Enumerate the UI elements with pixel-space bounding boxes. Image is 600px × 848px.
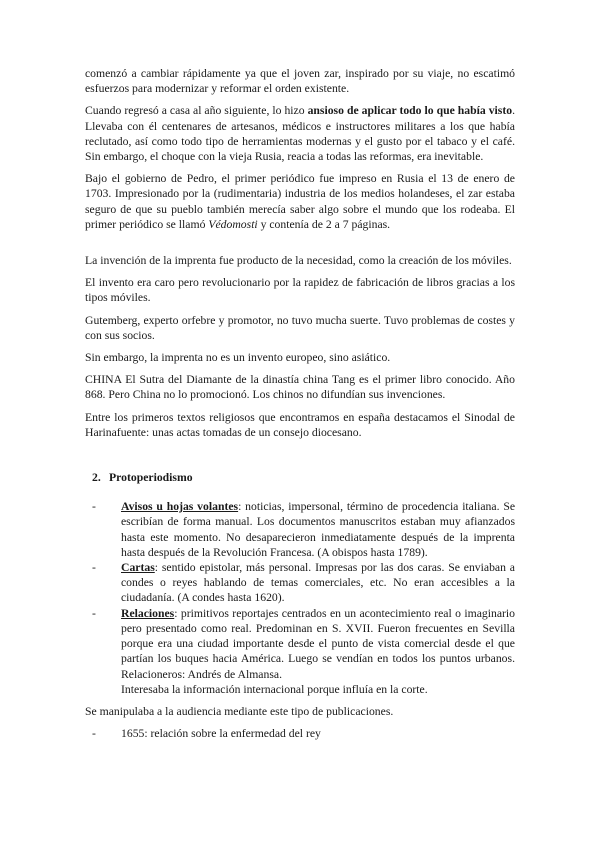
spacer xyxy=(85,239,515,253)
item-extra: Interesaba la información internacional porque influía en la corte. xyxy=(121,682,428,696)
spacer xyxy=(85,447,515,470)
list-item xyxy=(85,606,515,697)
paragraph-imprenta-6: Entre los primeros textos religiosos que encontramos en españa destacamos el Sinodal de Harinafuente: unas actas tomadas de un consejo diocesano. xyxy=(85,410,515,439)
dash-marker: - xyxy=(92,727,96,741)
paragraph-imprenta-5: CHINA El Sutra del Diamante de la dinastía china Tang es el primer libro conocido. Año 868. Pero China no lo promocionó. Los chinos no difundían sus invenciones. xyxy=(85,373,515,402)
section-title: Protoperiodismo xyxy=(109,471,193,485)
item-body: : noticias, impersonal, término de procedencia italiana. Se escribían de forma manual. Los documentos manuscritos estaban muy afianzados hasta este momento. No desaparecieron inmediatamente después de la imprenta hasta después de la Revolución Francesa. (A obispos hasta 1789). xyxy=(121,500,516,559)
text-span: Bajo el gobierno de Pedro, el primer periódico fue impreso en Rusia el 13 de enero de 1703. Impresionado por la (rudimentaria) industria de los medios holandeses, el zar estaba seguro de que su pueblo también merecía saber algo sobre el mundo que los rodeaba. El primer periódico se llamó xyxy=(85,172,515,231)
item-body: : sentido epistolar, más personal. Impresas por las dos caras. Se enviaban a condes o reyes hablando de temas comerciales, etc. No eran accesibles a la ciudadanía. (A condes hasta 1620). xyxy=(121,561,515,605)
item-term: Cartas xyxy=(121,561,155,575)
dash-marker: - xyxy=(92,500,96,514)
paragraph-intro-3 xyxy=(85,171,515,232)
paragraph-imprenta-4: Sin embargo, la imprenta no es un invento europeo, sino asiático. xyxy=(85,351,391,365)
bold-phrase: ansioso de aplicar todo lo que había visto xyxy=(307,104,513,118)
document-page xyxy=(85,66,515,748)
text-span: . Llevaba con él centenares de artesanos, médicos e instructores militares a los que había reclutado, así como todo tipo de herramientas modernas y el gusto por el tabaco y el café. Sin embargo, el choque con la vieja Rusia, reacia a todas las reformas, era inevitable. xyxy=(85,104,515,164)
list-item-text xyxy=(121,560,515,606)
paragraph-imprenta-2: El invento era caro pero revolucionario por la rapidez de fabricación de libros gracias a los tipos móviles. xyxy=(85,276,515,305)
item-term: Avisos u hojas volantes xyxy=(121,500,239,514)
paragraph-imprenta-1: La invención de la imprenta fue producto de la necesidad, como la creación de los móviles. xyxy=(85,254,512,268)
paragraph-intro-2 xyxy=(85,103,515,164)
dash-marker: - xyxy=(92,606,96,620)
paragraph-imprenta-3: Gutemberg, experto orfebre y promotor, no tuvo mucha suerte. Tuvo problemas de costes y con sus socios. xyxy=(85,313,515,342)
list-item-text: 1655: relación sobre la enfermedad del rey xyxy=(121,727,321,741)
list-item xyxy=(85,726,515,741)
section-heading xyxy=(85,470,515,485)
text-span: y contenía de 2 a 7 páginas. xyxy=(257,217,391,231)
paragraph-intro-1: comenzó a cambiar rápidamente ya que el joven zar, inspirado por su viaje, no escatimó esfuerzos para modernizar y reformar el orden existente. xyxy=(85,67,515,96)
dash-marker: - xyxy=(92,561,96,575)
newspaper-name: Védomosti xyxy=(208,217,258,231)
list-item xyxy=(85,499,515,560)
item-term: Relaciones xyxy=(121,606,175,620)
item-list-2 xyxy=(85,726,515,741)
list-item xyxy=(85,560,515,606)
section-number: 2. xyxy=(92,471,101,485)
paragraph-closing: Se manipulaba a la audiencia mediante este tipo de publicaciones. xyxy=(85,704,394,718)
item-list xyxy=(85,499,515,697)
item-body: : primitivos reportajes centrados en un acontecimiento real o imaginario pero presentado como real. Predominan en S. XVII. Fueron frecuentes en Sevilla porque era una ciudad importante desde el punto de vista comercial desde el que partían los buques hacia América. Luego se vendían en todos los puntos urbanos. Relacioneros: Andrés de Almansa. xyxy=(121,606,515,681)
text-span: Cuando regresó a casa al año siguiente, lo hizo xyxy=(85,104,308,118)
list-item-text xyxy=(121,499,515,560)
list-item-text xyxy=(121,606,515,697)
